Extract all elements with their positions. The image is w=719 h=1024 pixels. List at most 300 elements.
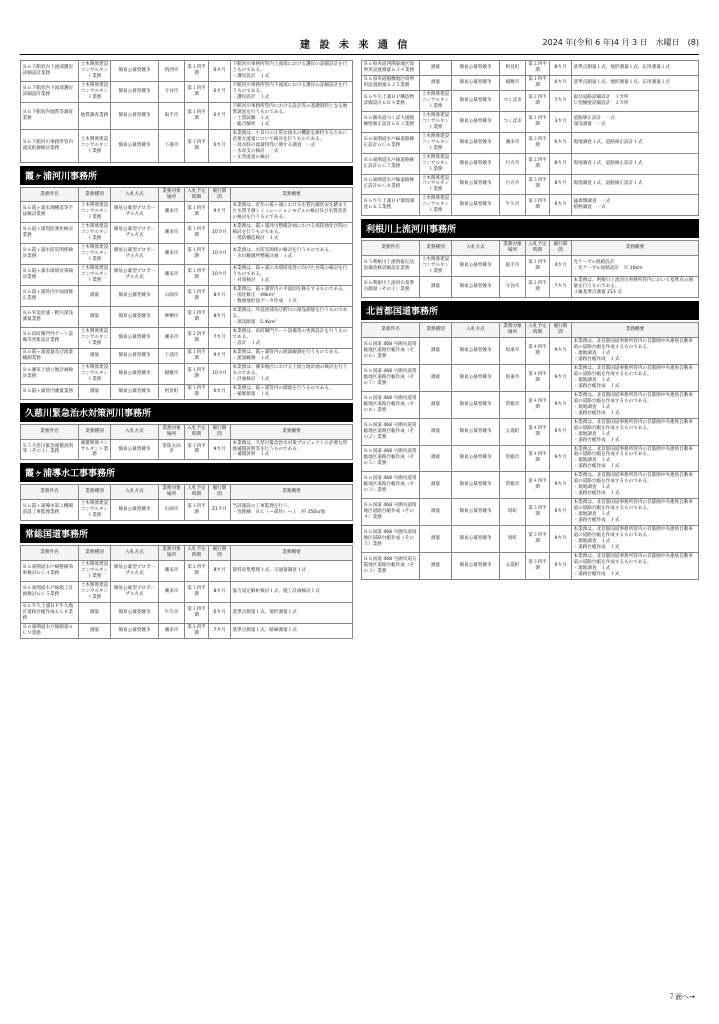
column-header: 業務件名 <box>362 323 420 338</box>
table-cell: 第２四半期 <box>526 153 550 174</box>
table-cell: 簡易公募型競争 <box>452 256 500 277</box>
table-row <box>21 623 353 638</box>
table-cell: Ｒ６牛久土浦ＢＰ環境調査６Ｋ５業務 <box>362 195 420 216</box>
table-cell: Ｒ６下館河川事務所管内流況把握検討業務 <box>21 129 79 162</box>
table-row <box>362 256 699 277</box>
table-cell: 9カ月 <box>550 338 572 365</box>
table-cell: 6カ月 <box>209 603 231 624</box>
office-section-header: 常総国道事務所 <box>20 524 353 543</box>
table-cell: 簡易公募型プロポーザル方式 <box>111 561 159 582</box>
column-header: 履行期間 <box>550 241 572 256</box>
table-row <box>362 472 699 499</box>
table-cell: 簡易公募型競争 <box>111 384 159 399</box>
column-header: 業務対象場所 <box>159 485 185 500</box>
continued-notice: ７面へ→ <box>668 993 695 1001</box>
table-cell: Ｒ６国道 468 号圏央道境地区道路台帳作成（その５）業務 <box>362 526 420 553</box>
column-header: 業務種別 <box>420 323 452 338</box>
table-row <box>21 348 353 363</box>
table-cell: 土木関係建設コンサルタント業務 <box>420 256 452 277</box>
office-section-header: 霞ヶ浦河川事務所 <box>20 166 353 185</box>
table-cell: 本業務は、霞ヶ浦河川整備計画における堤防強化区間の検討を行うものである。 ・堤防構造検討 １式 <box>231 223 353 244</box>
table-cell: 五霞町 <box>500 418 526 445</box>
table-row <box>21 363 353 384</box>
column-header: 業務種別 <box>79 546 111 561</box>
table-cell: 地質調査業務 <box>79 102 111 129</box>
table-cell: 測量 <box>420 75 452 90</box>
table-row <box>21 500 353 521</box>
table-cell: 簡易公募型競争 <box>452 526 500 553</box>
table-cell: 9カ月 <box>550 472 572 499</box>
table-cell: 測量 <box>420 418 452 445</box>
table-cell: 本業務は、霞ヶ浦の水環境改善に向けた対策の検討を行うものである。 ・対策検討 １式 <box>231 265 353 286</box>
table-row <box>362 111 699 132</box>
table-cell: 6カ月 <box>550 195 572 216</box>
column-header: 業務対象場所 <box>500 323 526 338</box>
issue-date: 2024 年(令和 6 年)4 月 3 日 水曜日 (8) <box>542 38 699 47</box>
column-header: 履行期間 <box>209 187 231 202</box>
listing-table <box>20 545 353 639</box>
table-cell: 測量 <box>79 307 111 328</box>
table-cell: 本業務は、久慈川緊急治水対策プロジェクトに必要な用地補償説明等を行うものである。 ・補償説明 １式 <box>231 439 353 460</box>
table-cell: 4カ月 <box>550 256 572 277</box>
table-cell: 第２四半期 <box>526 90 550 111</box>
column-header: 入札予定時期 <box>185 187 209 202</box>
table-row <box>362 174 699 195</box>
table-cell: 潮来市 <box>159 265 185 286</box>
table-row <box>21 561 353 582</box>
table-row <box>362 90 699 111</box>
table-cell: 測量 <box>79 623 111 638</box>
table-cell: 潮来市 <box>159 202 185 223</box>
table-row <box>21 81 353 102</box>
table-cell: 第４四半期 <box>526 338 550 365</box>
table-cell: 基準点測量１式、地形測量１式 <box>231 603 353 624</box>
table-cell: 潮来市 <box>159 561 185 582</box>
table-cell: 土木関係建設コンサルタント業務 <box>79 363 111 384</box>
column-header: 業務対象場所 <box>159 424 185 439</box>
table-cell: 第１四半期 <box>185 363 209 384</box>
table-cell: 光ケーブル経路設計 ・光ケーブル経路設計 Ｎ 16km <box>572 256 699 277</box>
table-cell: 守谷市 <box>159 81 185 102</box>
column-header: 業務件名 <box>21 485 79 500</box>
table-cell: 測量 <box>420 277 452 298</box>
table-cell: 第１四半期 <box>185 582 209 603</box>
table-cell: 8カ月 <box>550 61 572 76</box>
table-cell: 7カ月 <box>209 327 231 348</box>
table-cell: 簡易公募型プロポーザル方式 <box>111 265 159 286</box>
table-cell: Ｒ６東関道水戸線道路修正設計６Ｃ８業務 <box>362 174 420 195</box>
table-header-row <box>21 485 353 500</box>
table-cell: 潮来市 <box>159 623 185 638</box>
table-cell: Ｒ６国道 468 号圏央道常総地区道路台帳作成（その６）業務 <box>362 338 420 365</box>
table-cell: 第２四半期 <box>526 277 550 298</box>
column-header: 入札予定時期 <box>185 485 209 500</box>
listing-table <box>20 424 353 461</box>
table-cell: 土木関係建設コンサルタント業務 <box>79 500 111 521</box>
table-cell: 協力設定解析検討１式、施工計画検討１式 <box>231 582 353 603</box>
masthead-rule <box>20 54 699 55</box>
table-cell: 土木関係建設コンサルタント業務 <box>420 90 452 111</box>
table-cell: 境町 <box>500 526 526 553</box>
column-header: 入札方式 <box>111 546 159 561</box>
column-header: 業務種別 <box>420 241 452 256</box>
office-section-header: 久慈川緊急治水対策河川事務所 <box>20 403 353 422</box>
table-cell: 道路修正設計 一式 深浅測量 一式 <box>572 111 699 132</box>
table-cell: 本業務は、霞ヶ浦管内の流量観測を行うものである。 ・流量観測 １式 <box>231 348 353 363</box>
newspaper-title: 建 設 未 来 通 信 <box>300 40 411 51</box>
column-header: 入札予定時期 <box>526 241 550 256</box>
table-cell: 10カ月 <box>209 265 231 286</box>
table-cell: 9カ月 <box>550 391 572 418</box>
table-cell: 第１四半期 <box>185 307 209 328</box>
table-cell: 潮来市 <box>159 223 185 244</box>
table-cell: 7カ月 <box>209 623 231 638</box>
table-cell: 測量 <box>420 472 452 499</box>
column-header: 業務件名 <box>21 546 79 561</box>
table-cell: 下館河川事務所管内における設計等の基礎資料となる地質調査を行うものである。 ・土質試験 １式 ・総合解析 １式 <box>231 102 353 129</box>
table-cell: 本業務は、北首都国道事務所管内の首都圏中央連絡自動車道の道路台帳を作成するものである。 ・現地調査 １式 ・道路台帳作成 １式 <box>572 418 699 445</box>
column-header: 業務件名 <box>21 187 79 202</box>
table-cell: Ｒ６霞ヶ浦導水第２機場前設工事監理業務 <box>21 500 79 521</box>
table-cell: 行方市 <box>500 153 526 174</box>
table-row <box>362 526 699 553</box>
table-cell: 8カ月 <box>209 582 231 603</box>
table-cell: Ｒ６国道 468 号圏央道五霞地区道路台帳作成（その３）業務 <box>362 553 420 580</box>
table-cell: 簡易公募型競争 <box>111 363 159 384</box>
table-cell: Ｒ６東関道水戸線測量６Ｃ９業務 <box>21 623 79 638</box>
table-cell: 8カ月 <box>209 307 231 328</box>
table-cell: 6カ月 <box>550 132 572 153</box>
table-cell: 簡易公募型競争 <box>452 338 500 365</box>
table-cell: 簡易公募型競争 <box>111 327 159 348</box>
listing-table <box>20 484 353 521</box>
table-cell: 簡易公募型競争 <box>452 90 500 111</box>
table-row <box>21 102 353 129</box>
table-cell: 3カ月 <box>550 111 572 132</box>
table-cell: 坂東市 <box>500 364 526 391</box>
column-header: 業務概要 <box>572 241 699 256</box>
table-header-row <box>362 323 699 338</box>
column-header: 入札方式 <box>452 323 500 338</box>
table-cell: 第２四半期 <box>185 561 209 582</box>
column-header: 入札予定時期 <box>526 323 550 338</box>
table-cell: 土木関係建設コンサルタント業務 <box>420 132 452 153</box>
table-cell: Ｒ６潮来土捨立地計画検討業務 <box>21 363 79 384</box>
table-cell: 測量 <box>420 553 452 580</box>
table-cell: Ｒ６利根川上流河川基準点測量（その１）業務 <box>362 277 420 298</box>
table-cell: Ｒ６国道 468 号圏央道常総地区道路台帳作成（その５）業務 <box>362 445 420 472</box>
table-cell: 現地調査１式、道路修正設計１式 <box>572 174 699 195</box>
table-cell: 第３四半期 <box>526 132 550 153</box>
table-cell: 8カ月 <box>209 286 231 307</box>
listing-table <box>20 60 353 163</box>
table-cell: 簡易公募型競争 <box>452 174 500 195</box>
table-row <box>21 286 353 307</box>
table-cell: 本業務は、霞ヶ浦管内の平面図を修正するものである。 ・図化修正 49km² ・数値地形図データ作成 １式 <box>231 286 353 307</box>
table-cell: 坂東市 <box>500 338 526 365</box>
table-cell: 第３四半期 <box>526 174 550 195</box>
table-cell: Ｒ６国道 468 号圏央道常総地区道路台帳作成（その７）業務 <box>362 364 420 391</box>
table-row <box>21 244 353 265</box>
table-cell: 第１四半期 <box>185 265 209 286</box>
table-cell: 神栖市 <box>159 307 185 328</box>
column-header: 入札方式 <box>111 485 159 500</box>
table-cell: 第１四半期 <box>185 244 209 265</box>
table-cell: 土木関係建設コンサルタント業務 <box>420 174 452 195</box>
table-cell: 境町 <box>500 499 526 526</box>
table-cell: 第１四半期 <box>185 439 209 460</box>
table-cell: 簡易公募型プロポーザル方式 <box>111 244 159 265</box>
table-cell: 本業務は、北首都国道事務所管内の首都圏中央連絡自動車道の道路台帳を作成するものである。 ・現地調査 １式 ・道路台帳作成 １式 <box>572 499 699 526</box>
table-cell: 稲敷市 <box>500 75 526 90</box>
column-header: 業務種別 <box>79 485 111 500</box>
table-cell: 潮来市 <box>159 244 185 265</box>
office-section-header: 利根川上流河川事務所 <box>361 219 699 238</box>
table-cell: 簡易公募型プロポーザル方式 <box>111 202 159 223</box>
table-cell: 牛久市 <box>159 603 185 624</box>
table-cell: 簡易公募型競争 <box>111 61 159 82</box>
table-cell: 簡易公募型競争 <box>452 153 500 174</box>
table-cell: 本業務は、北首都国道事務所管内の首都圏中央連絡自動車道の道路台帳を作成するものである。 ・現地調査 １式 ・道路台帳作成 １式 <box>572 472 699 499</box>
table-header-row <box>21 187 353 202</box>
table-row <box>21 384 353 399</box>
table-cell: つくば市 <box>500 111 526 132</box>
table-cell: Ｒ５久慈川緊急補償説明等（その１）業務 <box>21 439 79 460</box>
table-cell: 8カ月 <box>550 153 572 174</box>
table-cell: Ｒ６下館処内地質等調査業務 <box>21 102 79 129</box>
table-cell: 簡易公募型競争 <box>452 418 500 445</box>
table-cell: 簡易公募型競争 <box>111 500 159 521</box>
table-cell: 本業務は、北首都国道事務所管内の首都圏中央連絡自動車道の道路台帳を作成するものである。 ・現地調査 １式 ・道路台帳作成 １式 <box>572 391 699 418</box>
table-cell: 資料収集整理１式、交通量調査１式 <box>231 561 353 582</box>
table-cell: 測量 <box>79 286 111 307</box>
table-cell: 取手市 <box>500 256 526 277</box>
table-row <box>362 418 699 445</box>
table-cell: 第１四半期 <box>185 202 209 223</box>
table-row <box>362 132 699 153</box>
table-cell: 簡易公募型競争 <box>452 472 500 499</box>
table-cell: 基準点測量１式、路線測量１式 <box>231 623 353 638</box>
table-cell: 土木関係建設コンサルタント業務 <box>420 111 452 132</box>
table-cell: 6カ月 <box>550 75 572 90</box>
table-cell: 守谷市 <box>500 277 526 298</box>
table-cell: Ｒ６国道 468 号圏央道常総地区道路台帳作成（その２）業務 <box>362 418 420 445</box>
table-cell: Ｒ６牛久土浦ＢＰ牛久地区道路台帳作成６Ｃ８業務 <box>21 603 79 624</box>
table-row <box>362 499 699 526</box>
table-cell: 9カ月 <box>550 364 572 391</box>
table-cell: 本業務は、潮来地区における土捨立地計画の検討を行うものである。 ・計画検討 １式 <box>231 363 353 384</box>
table-cell: 第１四半期 <box>185 129 209 162</box>
table-cell: 測量 <box>79 384 111 399</box>
column-header: 履行期間 <box>209 424 231 439</box>
table-row <box>362 61 699 76</box>
table-row <box>362 338 699 365</box>
table-cell: 本業務は、北首都国道事務所管内の首都圏中央連絡自動車道の道路台帳を作成するものである。 ・現地調査 １式 ・道路台帳作成 １式 <box>572 553 699 580</box>
table-cell: 第１四半期 <box>526 256 550 277</box>
table-cell: Ｒ６霞ヶ浦堤防強化検討業務 <box>21 223 79 244</box>
column-header: 履行期間 <box>209 546 231 561</box>
table-cell: Ｒ６霞ヶ浦水防災関係検討業務 <box>21 244 79 265</box>
table-cell: 10カ月 <box>209 223 231 244</box>
table-cell: Ｒ６浜町閘門外ゲート設備等更新設計業務 <box>21 327 79 348</box>
table-cell: 常陸太田市 <box>159 439 185 460</box>
table-cell: 簡易公募型競争 <box>111 348 159 363</box>
table-cell: 第１四半期 <box>185 223 209 244</box>
table-cell: 土木関係建設コンサルタント業務 <box>79 223 111 244</box>
column-header: 業務概要 <box>231 424 353 439</box>
table-row <box>362 445 699 472</box>
table-cell: 第３四半期 <box>526 526 550 553</box>
table-cell: 簡易公募型競争 <box>452 75 500 90</box>
table-row <box>362 553 699 580</box>
table-cell: Ｒ６霞ヶ浦管内測量業務 <box>21 384 79 399</box>
table-cell: 取付道路詳細設計 １カ所 Ｕ型擁壁詳細設計 ２カ所 <box>572 90 699 111</box>
table-cell: 測量 <box>79 603 111 624</box>
table-cell: 五霞町 <box>500 553 526 580</box>
column-header: 業務種別 <box>79 187 111 202</box>
table-cell: 基準点測量１式、地形測量１式、応用測量１式 <box>572 75 699 90</box>
table-cell: 土木関係建設コンサルタント業務 <box>79 561 111 582</box>
table-cell: 簡易公募型競争 <box>111 286 159 307</box>
table-cell: 第３四半期 <box>526 553 550 580</box>
table-cell: 第１四半期 <box>185 603 209 624</box>
table-cell: 9カ月 <box>550 526 572 553</box>
table-cell: 測量 <box>420 499 452 526</box>
table-cell: 9カ月 <box>550 418 572 445</box>
table-cell: 9カ月 <box>550 553 572 580</box>
listing-table <box>20 187 353 400</box>
column-header: 入札方式 <box>111 424 159 439</box>
table-cell: 簡易公募型競争 <box>452 391 500 418</box>
table-cell: 猛禽類調査 一式 植物調査 一式 <box>572 195 699 216</box>
table-cell: 第４四半期 <box>526 391 550 418</box>
column-header: 履行期間 <box>209 485 231 500</box>
table-header-row <box>21 424 353 439</box>
table-cell: 測量 <box>420 391 452 418</box>
table-cell: 9カ月 <box>209 348 231 363</box>
table-row <box>21 265 353 286</box>
table-cell: 本業務は、小貝川の正常な流水の機能を維持するために必要な流量について検討を行うものである。 ・低水時の流量特性に関する調査 一式 ・水収支の検討 一式 ・正常流量の検討 <box>231 129 353 162</box>
table-cell: 簡易公募型競争 <box>111 307 159 328</box>
table-cell: 簡易公募型競争 <box>452 132 500 153</box>
table-cell: 測量 <box>420 61 452 76</box>
table-cell: 10カ月 <box>209 244 231 265</box>
table-cell: 簡易公募型競争 <box>452 499 500 526</box>
table-cell: 潮来市 <box>159 582 185 603</box>
table-cell: 8カ月 <box>209 561 231 582</box>
table-cell: Ｒ６牛久土浦ＢＰ構造物詳細設計６Ｋ４業務 <box>362 90 420 111</box>
table-cell: 簡易公募型競争 <box>111 102 159 129</box>
table-cell: Ｒ６圏央道つくば大規模擁壁修正設計６Ｋ３業務 <box>362 111 420 132</box>
table-cell: Ｒ６国道 468 号圏央道常総地区道路台帳作成（その３）業務 <box>362 472 420 499</box>
table-cell: 簡易公募型プロポーザル方式 <box>111 223 159 244</box>
table-cell: 牛久市 <box>500 195 526 216</box>
table-cell: 石岡市 <box>159 500 185 521</box>
table-cell: 9カ月 <box>209 202 231 223</box>
table-cell: 第２四半期 <box>185 327 209 348</box>
table-cell: 土木関係建設コンサルタント業務 <box>79 81 111 102</box>
table-cell: 測量 <box>420 445 452 472</box>
table-row <box>21 61 353 82</box>
table-cell: 常総市 <box>500 472 526 499</box>
column-header: 業務概要 <box>572 323 699 338</box>
table-cell: 7カ月 <box>550 277 572 298</box>
right-column <box>361 60 699 580</box>
table-cell: Ｒ６東関道水戸線整備効果検討６Ｃ４業務 <box>21 561 79 582</box>
column-header: 業務件名 <box>362 241 420 256</box>
table-cell: 石岡市 <box>159 286 185 307</box>
table-cell: 土木関係建設コンサルタント業務 <box>79 265 111 286</box>
table-cell: 6カ月 <box>209 61 231 82</box>
table-row <box>362 391 699 418</box>
table-cell: 下館河川事務所管内下流部における護岸の詳細設計を行うものである。 ・護岸設計 １式 <box>231 81 353 102</box>
table-cell: 簡易公募型競争 <box>452 277 500 298</box>
office-section-header: 北首都国道事務所 <box>361 301 699 320</box>
table-cell: 土木関係建設コンサルタント業務 <box>79 582 111 603</box>
table-cell: Ｒ６外浪逆浦・鰐川深浅測量業務 <box>21 307 79 328</box>
table-cell: 簡易公募型競争 <box>111 81 159 102</box>
table-cell: 下妻市 <box>159 129 185 162</box>
table-cell: 測量 <box>79 348 111 363</box>
table-cell: 測量 <box>420 338 452 365</box>
table-cell: 土木関係建設コンサルタント業務 <box>79 129 111 162</box>
office-section-header: 霞ヶ浦導水工事事務所 <box>20 463 353 482</box>
table-cell: 筑西市 <box>159 61 185 82</box>
listing-table <box>361 60 699 216</box>
table-row <box>21 603 353 624</box>
column-header: 業務概要 <box>231 485 353 500</box>
table-cell: 8カ月 <box>550 174 572 195</box>
table-row <box>21 129 353 162</box>
table-cell: 6カ月 <box>209 384 231 399</box>
table-cell: 第４四半期 <box>526 472 550 499</box>
table-cell: 9カ月 <box>209 439 231 460</box>
column-header: 業務概要 <box>231 546 353 561</box>
table-cell: 基準点測量１式、地形測量１式、応用測量１式 <box>572 61 699 76</box>
table-row <box>21 307 353 328</box>
column-header: 業務対象場所 <box>159 187 185 202</box>
table-row <box>362 195 699 216</box>
table-cell: 第３四半期 <box>526 195 550 216</box>
table-cell: 本業務は、北首都国道事務所管内の首都圏中央連絡自動車道の道路台帳を作成するものである。 ・現地調査 １式 ・道路台帳作成 １式 <box>572 526 699 553</box>
table-cell: 簡易公募型競争 <box>111 439 159 460</box>
table-cell: 土木関係建設コンサルタント業務 <box>79 244 111 265</box>
table-cell: 本業務は、利根川上流河川事務所管内において基準点の測量を行うものである。 ３級基準点測量 214 点 <box>572 277 699 298</box>
table-cell: 簡易公募型競争 <box>452 364 500 391</box>
table-cell: 本業務は、霞ヶ浦管内の測量を行うものである。 ・縦断測量 １式 <box>231 384 353 399</box>
column-header: 入札予定時期 <box>185 546 209 561</box>
left-column <box>20 60 353 639</box>
column-header: 業務概要 <box>231 187 353 202</box>
table-cell: 9カ月 <box>550 445 572 472</box>
table-cell: 第２四半期 <box>185 623 209 638</box>
table-cell: 簡易公募型競争 <box>452 111 500 132</box>
table-cell: 第４四半期 <box>526 364 550 391</box>
table-cell: 阿見町 <box>500 61 526 76</box>
table-cell: 第１四半期 <box>185 384 209 399</box>
table-row <box>21 223 353 244</box>
table-cell: 第１四半期 <box>526 111 550 132</box>
table-cell: 土木関係建設コンサルタント業務 <box>79 202 111 223</box>
table-cell: 本業務は、北首都国道事務所管内の首都圏中央連絡自動車道の道路台帳を作成するものである。 ・現地調査 １式 ・道路台帳作成 １式 <box>572 338 699 365</box>
table-cell: 簡易公募型競争 <box>452 445 500 472</box>
table-row <box>362 75 699 90</box>
table-cell: Ｒ６霞ヶ浦水理構造等手法検討業務 <box>21 202 79 223</box>
column-header: 業務種別 <box>79 424 111 439</box>
table-cell: 測量 <box>420 364 452 391</box>
table-cell: 簡易公募型競争 <box>111 603 159 624</box>
table-cell: 簡易公募型プロポーザル方式 <box>111 582 159 603</box>
